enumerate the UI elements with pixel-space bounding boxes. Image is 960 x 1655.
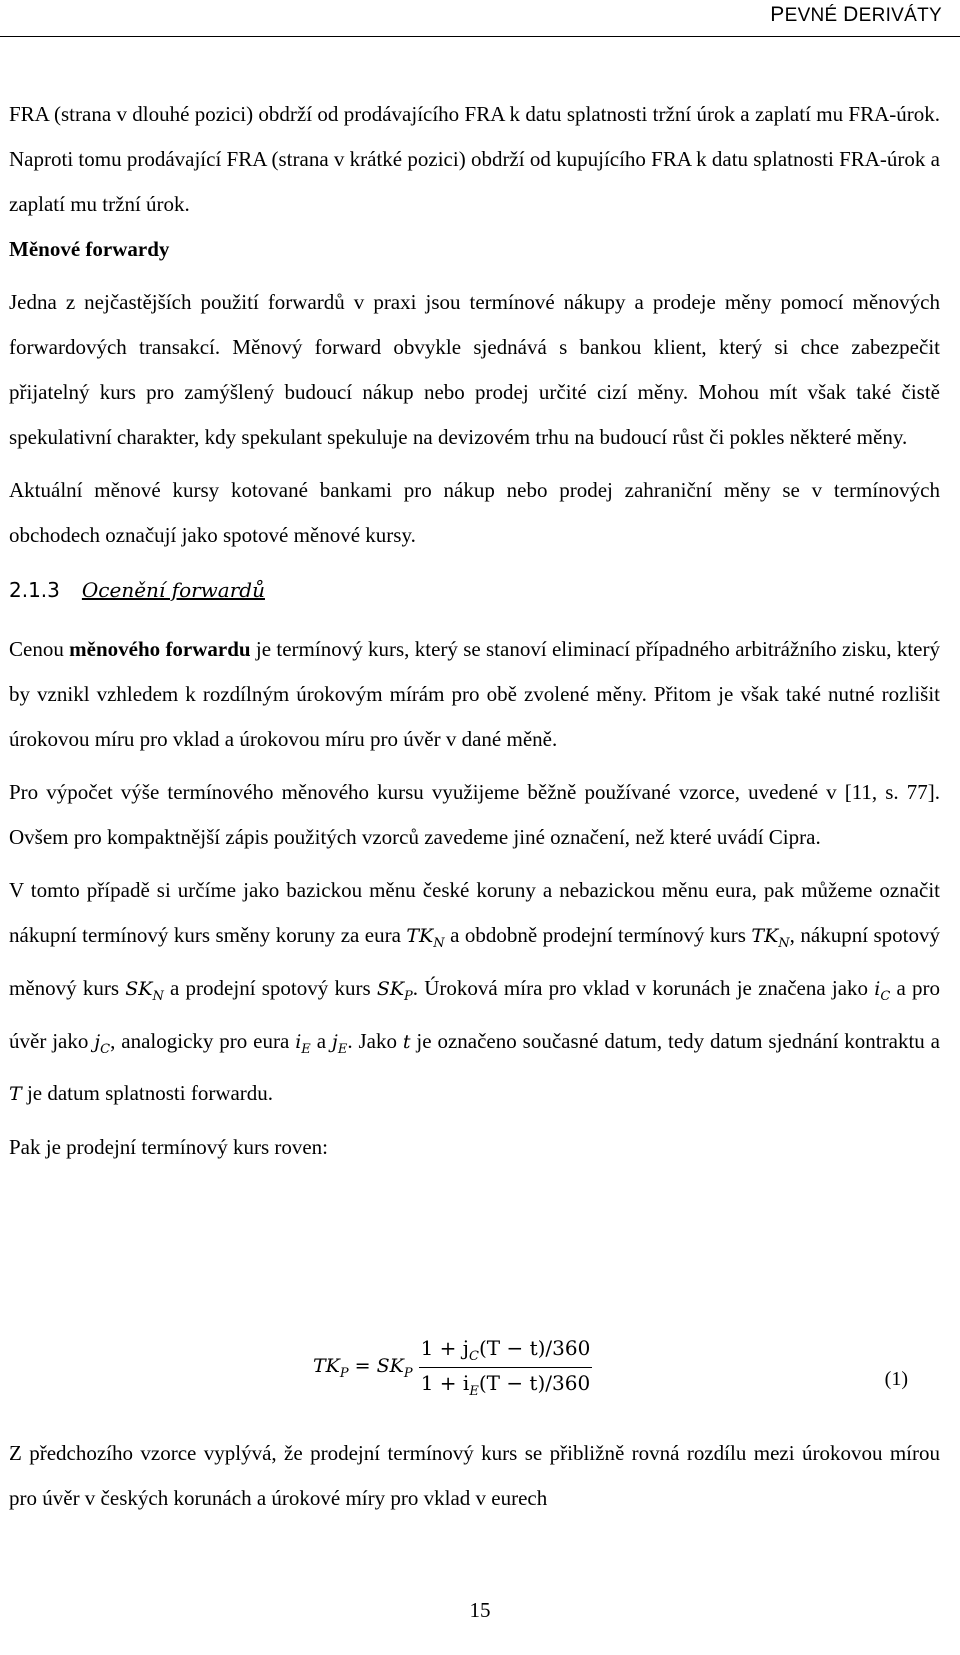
math-iC: $i_C$ — [874, 977, 891, 1004]
text-run: . Úroková míra pro vklad v korunách je značena jako — [412, 975, 875, 1000]
paragraph-formula-intro: Pak je prodejní termínový kurs roven: — [9, 1135, 329, 1160]
math-T: T — [9, 1083, 22, 1106]
math-TKN: $TK_N$ — [406, 925, 445, 951]
formula-fraction — [419, 1336, 593, 1399]
formula-lhs: $TK_P$ — [313, 1354, 349, 1381]
running-title — [770, 3, 942, 27]
running-title-word2: ERIVÁTY — [858, 5, 942, 26]
math-jC: $j_C$ — [94, 1030, 111, 1057]
equation-number: (1) — [884, 1368, 908, 1390]
paragraph-forwardy: Jedna z nejčastějších použití forwardů v praxi jsou termínové nákupy a prodeje měny pomocí měnových forwardových transakcí. Měnový forward obvykle sjednává s bankou klient, který si chce zabezpečit přijatelný kurs pro zamýšlený budoucí nákup nebo prodej určité cizí měny. Mohou mít však také čistě spekulativní charakter, kdy spekulant spekuluje na devizovém trhu na budoucí růst či pokles některé měny. — [9, 290, 940, 449]
formula-rhs-factor: = $SK_P$ — [348, 1354, 413, 1381]
page-number: 15 — [469, 1598, 491, 1622]
paragraph-vzorce: Pro výpočet výše termínového měnového kursu využijeme běžně používané vzorce, uvedené v [11, s. 77]. Ovšem pro kompaktnější zápis použitých vzorců zavedeme jiné označení, než které uvádí Cipra. — [9, 780, 940, 849]
text-run: je termínový kurs, který se stanoví eliminací případného arbitrážního zisku, který by vznikl vzhledem k rozdílným úrokovým mírám pro obě zvolené měny. Přitom je však také nutné rozlišit úrokovou míru pro vklad a úrokovou míru pro úvěr v dané měně. — [9, 637, 940, 751]
math-TKN-2: $TK_N$ — [751, 925, 790, 951]
section-number: 2.1.3 — [9, 578, 60, 602]
text-run: , nákupní spotový měnový kurs — [9, 923, 940, 1000]
section-title: Ocenění forwardů — [81, 578, 265, 602]
text-run: je datum splatnosti forwardu. — [21, 1081, 274, 1106]
bold-term: měnového forwardu — [69, 637, 251, 661]
text-run: . Jako — [347, 1028, 403, 1053]
running-title-initial2: D — [843, 3, 859, 26]
text-run: , analogicky pro eura — [110, 1028, 296, 1053]
text-run: a prodejní spotový kurs — [163, 975, 377, 1000]
section-heading — [9, 568, 940, 613]
paragraph-conclusion: Z předchozího vzorce vyplývá, že prodejní termínový kurs se přibližně rovná rozdílu mezi úrokovou mírou pro úvěr v českých korunách a úrokové míry pro vklad v eurech — [9, 1441, 940, 1510]
paragraph-spotove-kursy: Aktuální měnové kursy kotované bankami pro nákup nebo prodej zahraniční měny se v termínových obchodech označují jako spotové měnové kursy. — [9, 478, 940, 547]
running-title-word1: EVNÉ — [784, 5, 844, 26]
page-header — [0, 0, 960, 37]
math-jE: $j_E$ — [331, 1030, 348, 1057]
math-iE: $i_E$ — [295, 1030, 311, 1057]
text-run: a pro úvěr jako — [9, 975, 940, 1053]
text-run: je označeno současné datum, tedy datum sjednání kontraktu a — [410, 1028, 940, 1053]
paragraph-fra: FRA (strana v dlouhé pozici) obdrží od prodávajícího FRA k datu splatnosti tržní úrok a zaplatí mu FRA-úrok. Naproti tomu prodávající FRA (strana v krátké pozici) obdrží od kupujícího FRA k datu splatnosti FRA-úrok a zaplatí mu tržní úrok. — [9, 102, 940, 216]
text-run: V tomto případě si určíme jako bazickou měnu české koruny a nebazickou měnu eura, pak můžeme označit nákupní termínový kurs směny koruny za eura — [9, 878, 940, 947]
paragraph-oznaceni — [9, 868, 940, 1117]
paragraph-ceny — [9, 627, 940, 762]
text-run: a — [310, 1028, 332, 1053]
subheading-menove-forwardy: Měnové forwardy — [9, 237, 170, 261]
page-body-bottom — [9, 1431, 940, 1521]
text-run: a obdobně prodejní termínový kurs — [444, 923, 752, 947]
math-SKN: $SK_N$ — [125, 977, 164, 1004]
text-run: Cenou — [9, 637, 70, 661]
math-t: t — [402, 1030, 411, 1053]
running-title-initial: P — [770, 3, 785, 26]
formula-denominator: $1 + i_E(T - t)/360$ — [420, 1371, 591, 1399]
formula-forward-rate — [313, 1336, 592, 1399]
formula-numerator: $1 + j_C(T - t)/360$ — [420, 1336, 591, 1364]
math-SKP: $SK_P$ — [376, 977, 413, 1004]
page-body — [9, 92, 940, 1170]
fraction-bar — [419, 1367, 593, 1368]
